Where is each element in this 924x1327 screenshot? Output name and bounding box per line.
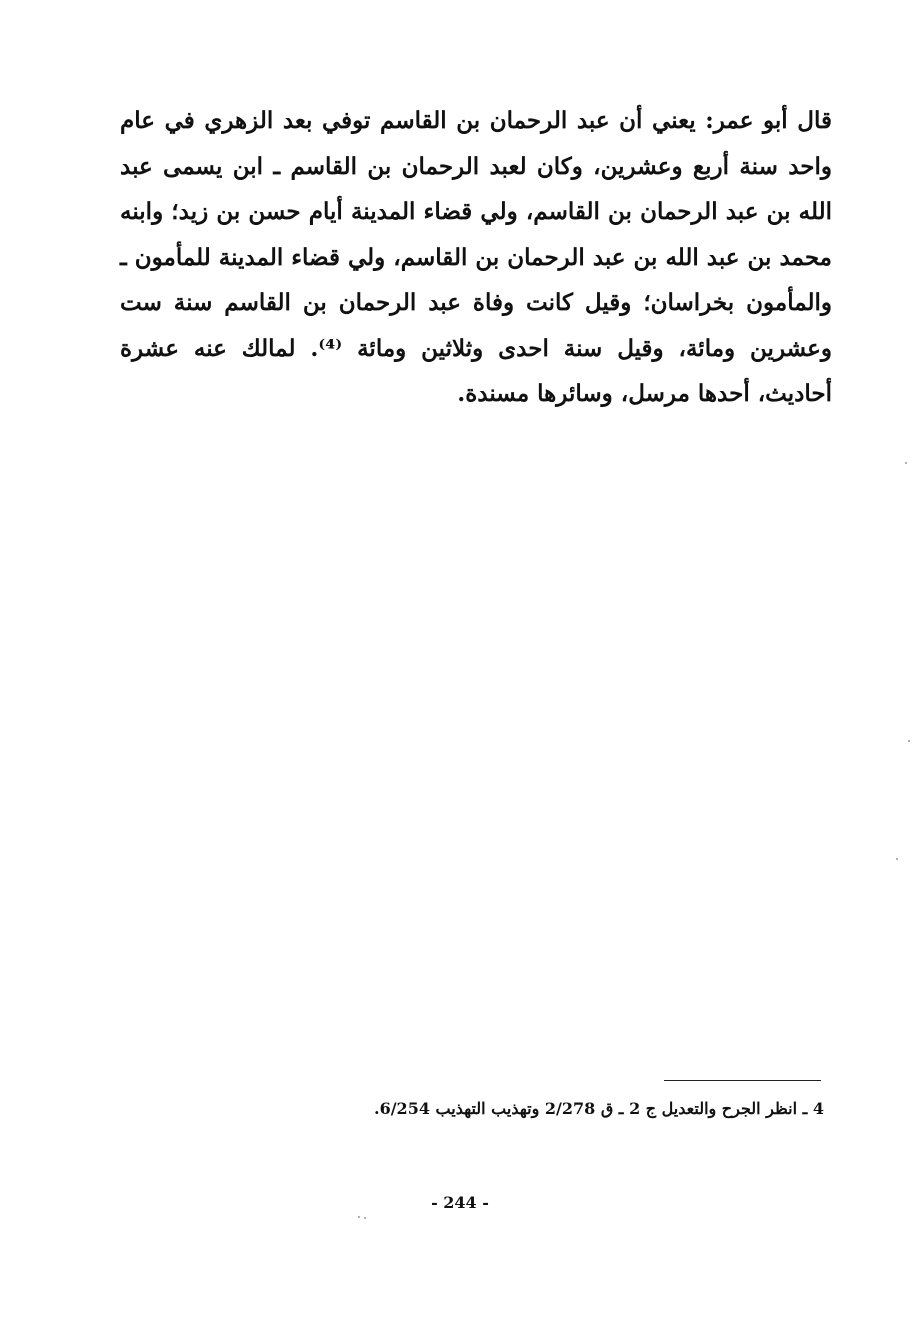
- text-line: أحاديث، أحدها مرسل، وسائرها مسندة.: [457, 380, 832, 407]
- scan-speck: [364, 1217, 366, 1219]
- scan-speck: [908, 740, 910, 742]
- scan-speck: [905, 462, 907, 464]
- main-text: [120, 98, 832, 417]
- text-line: محمد بن عبد الله بن عبد الرحمان بن القاسم، ولي قضاء المدينة للمأمون ـ: [120, 243, 832, 271]
- text-line: واحد سنة أربع وعشرين، وكان لعبد الرحمان بن القاسم ـ ابن يسمى عبد: [120, 152, 832, 180]
- text-line: الله بن عبد الرحمان بن القاسم، ولي قضاء المدينة أيام حسن بن زيد؛ وابنه: [120, 198, 832, 225]
- scan-speck: [896, 858, 898, 860]
- text-line: والمأمون بخراسان؛ وقيل كانت وفاة عبد الرحمان بن القاسم سنة ست: [120, 289, 832, 316]
- footnote-divider: [664, 1080, 821, 1081]
- text-line: وعشرين ومائة، وقيل سنة احدى وثلاثين ومائة ⁽⁴⁾. لمالك عنه عشرة: [120, 334, 832, 362]
- scan-speck: [358, 1216, 360, 1218]
- footnote: 4 ـ انظر الجرح والتعديل ج 2 ـ ق 2/278 وتهذيب التهذيب 6/254.: [374, 1099, 824, 1118]
- text-line: قال أبو عمر: يعني أن عبد الرحمان بن القاسم توفي بعد الزهري في عام: [120, 107, 832, 134]
- page-number: - 244 -: [431, 1193, 489, 1212]
